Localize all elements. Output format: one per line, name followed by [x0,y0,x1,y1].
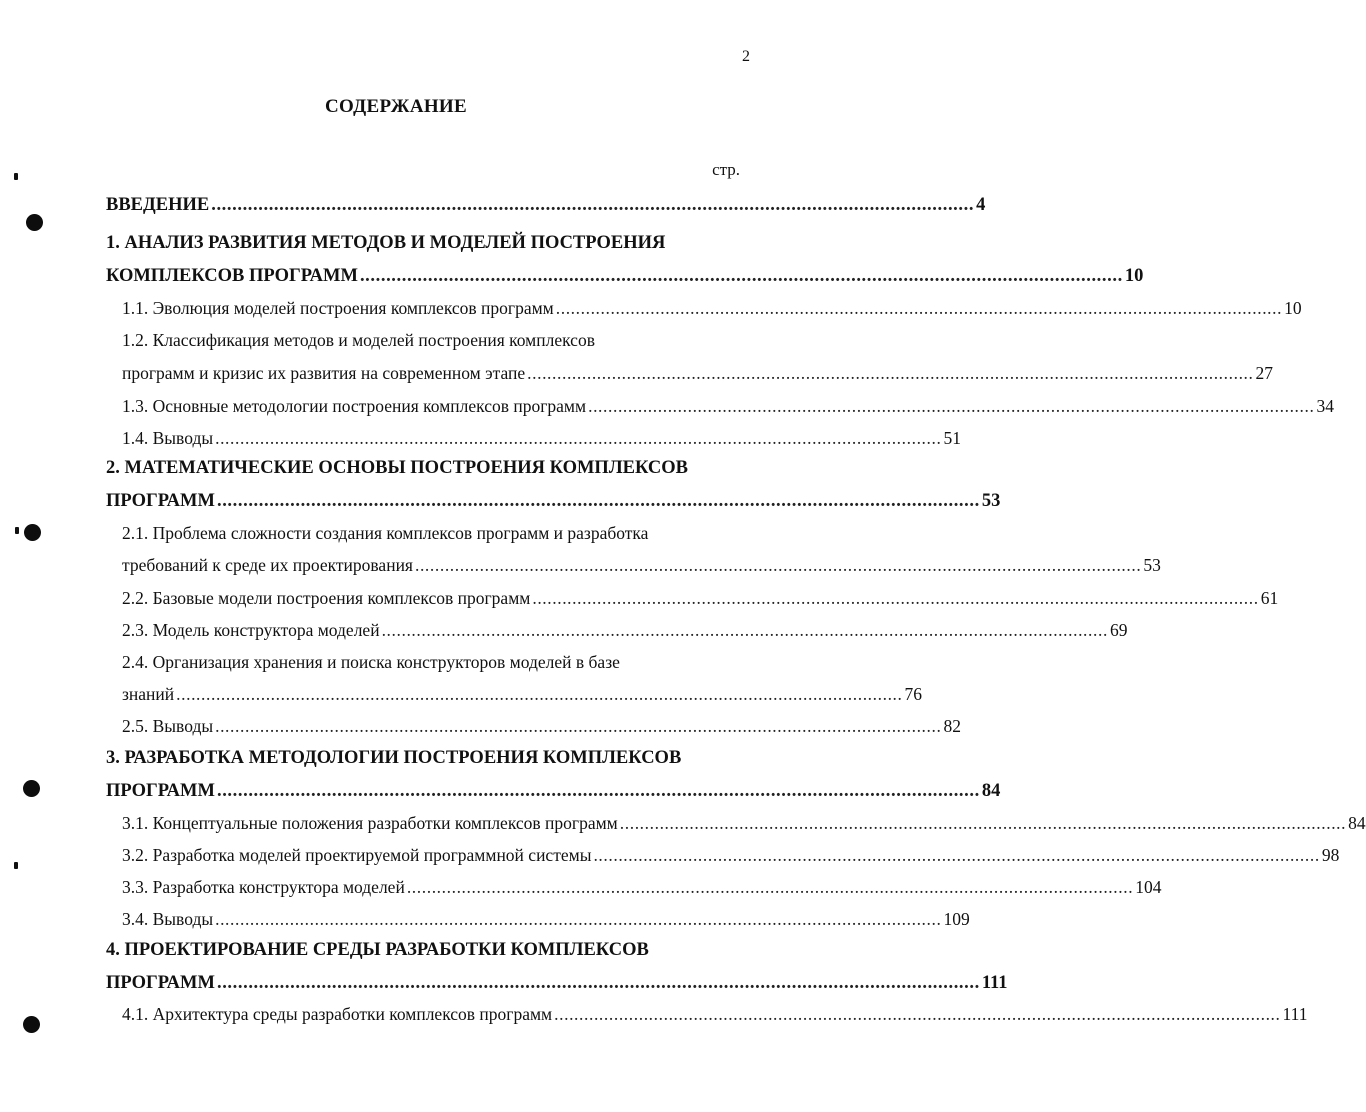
toc-section-3-1[interactable] [122,809,1366,837]
toc-entry-text: 1.1. Эволюция моделей построения комплексов программ [122,298,554,318]
toc-entry-text: 2.1. Проблема сложности создания комплексов программ и разработка [122,523,649,543]
toc-chapter-2[interactable] [106,487,1001,515]
page-column-label: стр. [712,160,740,179]
toc-section-2-3[interactable] [122,616,1128,644]
dot-leader: .................................................................................................................................................. [593,845,1320,865]
dot-leader: .................................................................................................................................................. [216,973,980,993]
toc-entry-page: 51 [943,428,961,448]
toc-chapter-3[interactable] [106,777,1001,805]
dot-leader: .................................................................................................................................................. [215,716,942,736]
dot-leader: .................................................................................................................................................. [381,620,1108,640]
toc-entry-text: 1.2. Классификация методов и моделей построения комплексов [122,330,595,350]
toc-chapter-3-heading[interactable] [106,744,740,772]
dot-leader: .................................................................................................................................................. [619,813,1347,833]
toc-entry-text: 2.2. Базовые модели построения комплексов программ [122,588,531,608]
toc-section-2-1-line1[interactable] [122,519,740,547]
toc-section-2-4-line1[interactable] [122,648,740,676]
toc-section-2-4[interactable] [122,680,923,708]
toc-title: СОДЕРЖАНИЕ [325,96,467,117]
dot-leader: .................................................................................................................................................. [532,588,1259,608]
toc-entry-text: 2.5. Выводы [122,716,214,736]
toc-section-1-4[interactable] [122,424,961,452]
toc-section-1-2-line1[interactable] [122,326,740,354]
toc-entry-text: 4. ПРОЕКТИРОВАНИЕ СРЕДЫ РАЗРАБОТКИ КОМПЛЕКСОВ [106,940,649,960]
toc-entry-text: знаний [122,684,175,704]
punch-hole [23,1016,40,1033]
toc-entry-text: 2. МАТЕМАТИЧЕСКИЕ ОСНОВЫ ПОСТРОЕНИЯ КОМПЛЕКСОВ [106,458,688,478]
toc-chapter-2-heading[interactable] [106,454,740,482]
dot-leader: .................................................................................................................................................. [216,491,980,511]
punch-hole [23,780,40,797]
toc-entry-text: 3.1. Концептуальные положения разработки комплексов программ [122,813,618,833]
dot-leader: .................................................................................................................................................. [215,909,942,929]
toc-entry-text: 2.3. Модель конструктора моделей [122,620,380,640]
toc-entry-text: 3.2. Разработка моделей проектируемой программной системы [122,845,592,865]
toc-entry-text: ПРОГРАММ [106,491,215,511]
margin-speck [15,527,19,534]
toc-entry-page: 10 [1284,298,1302,318]
dot-leader: .................................................................................................................................................. [588,396,1315,416]
toc-section-3-2[interactable] [122,841,1340,869]
dot-leader: .................................................................................................................................................. [216,781,980,801]
dot-leader: .................................................................................................................................................. [359,266,1123,286]
toc-section-3-4[interactable] [122,905,970,933]
toc-chapter-1-heading[interactable] [106,229,740,257]
toc-section-2-5[interactable] [122,712,961,740]
toc-entry-page: 69 [1109,620,1128,640]
toc-entry-page: 27 [1255,363,1273,383]
toc-section-2-2[interactable] [122,584,1279,612]
toc-entry-page: 98 [1321,845,1340,865]
toc-entry-text: 1.4. Выводы [122,428,214,448]
toc-chapter-4[interactable] [106,969,1008,997]
toc-chapter-1[interactable] [106,262,1144,290]
dot-leader: .................................................................................................................................................. [211,195,975,215]
toc-section-2-1[interactable] [122,551,1161,579]
toc-entry-page: 53 [981,491,1001,511]
punch-hole [24,524,41,541]
dot-leader: .................................................................................................................................................. [215,428,942,448]
toc-entry-page: 84 [1348,813,1366,833]
toc-entry-page: 4 [976,195,986,215]
toc-entry-text: требований к среде их проектирования [122,555,413,575]
toc-entry-introduction[interactable] [106,191,986,219]
toc-entry-page: 111 [1282,1004,1308,1024]
toc-entry-text: 1.3. Основные методологии построения комплексов программ [122,396,587,416]
toc-entry-page: 34 [1316,396,1334,416]
dot-leader: .................................................................................................................................................. [176,684,903,704]
toc-entry-text: ПРОГРАММ [106,781,215,801]
punch-hole [26,214,43,231]
toc-entry-page: 84 [981,781,1001,801]
toc-entry-text: КОМПЛЕКСОВ ПРОГРАММ [106,266,358,286]
toc-section-4-1[interactable] [122,1000,1308,1028]
page-number: 2 [742,48,750,65]
toc-entry-text: 3.4. Выводы [122,909,214,929]
toc-entry-page: 76 [904,684,923,704]
toc-entry-text: 4.1. Архитектура среды разработки комплексов программ [122,1004,553,1024]
dot-leader: .................................................................................................................................................. [555,298,1283,318]
dot-leader: .................................................................................................................................................. [414,555,1142,575]
toc-section-3-3[interactable] [122,873,1162,901]
dot-leader: .................................................................................................................................................. [527,363,1254,383]
toc-entry-page: 82 [943,716,961,736]
toc-entry-text: 3.3. Разработка конструктора моделей [122,877,405,897]
toc-entry-text: 1. АНАЛИЗ РАЗВИТИЯ МЕТОДОВ И МОДЕЛЕЙ ПОСТРОЕНИЯ [106,233,666,253]
dot-leader: .................................................................................................................................................. [554,1004,1281,1024]
toc-section-1-3[interactable] [122,392,1334,420]
toc-section-1-1[interactable] [122,294,1302,322]
margin-speck [14,862,18,869]
dot-leader: .................................................................................................................................................. [406,877,1134,897]
toc-entry-text: 3. РАЗРАБОТКА МЕТОДОЛОГИИ ПОСТРОЕНИЯ КОМПЛЕКСОВ [106,748,682,768]
toc-entry-text: 2.4. Организация хранения и поиска конструкторов моделей в базе [122,652,620,672]
toc-entry-page: 109 [943,909,970,929]
toc-entry-page: 61 [1260,588,1279,608]
margin-speck [14,173,18,180]
toc-entry-text: программ и кризис их развития на современном этапе [122,363,526,383]
toc-chapter-4-heading[interactable] [106,936,740,964]
toc-section-1-2[interactable] [122,359,1273,387]
toc-entry-page: 111 [981,973,1008,993]
toc-entry-page: 104 [1135,877,1162,897]
toc-entry-page: 10 [1124,266,1144,286]
toc-entry-page: 53 [1143,555,1161,575]
toc-entry-text: ВВЕДЕНИЕ [106,195,210,215]
toc-entry-text: ПРОГРАММ [106,973,215,993]
